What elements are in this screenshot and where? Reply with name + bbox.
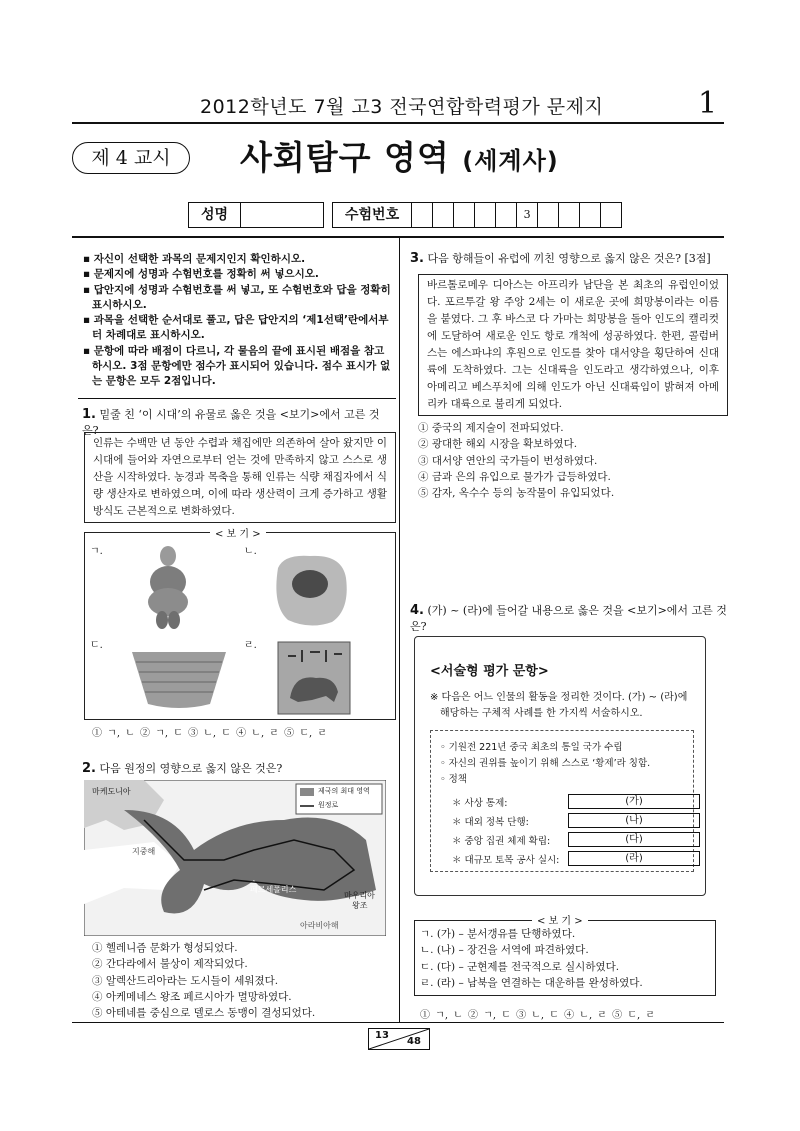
fact: ◦ 기원전 221년 중국 최초의 통일 국가 수립: [440, 742, 623, 753]
name-box: [188, 202, 324, 228]
q3-choices: [418, 420, 718, 501]
bogi-item: ㄹ. (라) – 남북을 연결하는 대운하를 완성하였다.: [420, 976, 643, 989]
q4-box-title: <서술형 평가 문항>: [430, 664, 549, 679]
q1-item-label: ㄴ.: [244, 546, 257, 557]
map-label-macedonia: 마케도니아: [92, 787, 131, 796]
map-label-arabian-sea: 아라비아해: [300, 921, 339, 930]
exam-number-label: 수험번호: [333, 203, 412, 227]
fact: ◦ 자신의 권위를 높이기 위해 스스로 ‘황제’라 칭함.: [440, 758, 651, 769]
q4-policies: ＊ 사상 통제: (가) ＊ 대외 정복 단행: (나) ＊ 중앙 집권 체제 확립: (다) ＊ 대규모 토목 공사 실시: (라): [452, 792, 700, 868]
footer-rule: [72, 1022, 724, 1023]
page-counter: [368, 1028, 430, 1050]
column-divider: [399, 238, 400, 1022]
q2-choices: [92, 940, 392, 1021]
exam-number-digit: 3: [517, 203, 538, 227]
q1-item-label: ㄱ.: [90, 546, 103, 557]
q4-choices: ① ㄱ, ㄴ ② ㄱ, ㄷ ③ ㄴ, ㄷ ④ ㄴ, ㄹ ⑤ ㄷ, ㄹ: [420, 1010, 655, 1021]
q4-bogi-items: [420, 926, 712, 991]
choice: ③ 대서양 연안의 국가들이 번성하였다.: [418, 454, 598, 467]
indus-seal-image: [276, 640, 352, 716]
q4-facts: [440, 740, 650, 788]
choice: ① 헬레니즘 문화가 형성되었다.: [92, 942, 238, 954]
choice: ④ 금과 은의 유입으로 물가가 급등하였다.: [418, 470, 611, 483]
map-label-dynasty: 왕조: [352, 901, 368, 910]
choice: ⑤ 감자, 옥수수 등의 농작물이 유입되었다.: [418, 487, 615, 500]
map-label-sea: 지중해: [132, 847, 156, 856]
subject-title: 사회탐구 영역 (세계사): [240, 138, 559, 177]
period-badge: 제 4 교시: [72, 142, 190, 174]
q1-choices: ① ㄱ, ㄴ ② ㄱ, ㄷ ③ ㄴ, ㄷ ④ ㄴ, ㄹ ⑤ ㄷ, ㄹ: [92, 728, 327, 739]
q1-passage: 인류는 수백만 년 동안 수렵과 채집에만 의존하여 살아 왔지만 이 시대에 들어와 자연으로부터 얻는 것에 만족하지 않고 스스로 생산을 시작하였다. 농경과 목축을 통해 인류는 식량 채집자에서 식량 생산자로 변하였으며, 이에 따라 생산력이 크게 증가하고 생활 방식도 근본적으로 변화하였다.: [84, 432, 396, 523]
instruction-item: ▪ 답안지에 성명과 수험번호를 써 넣고, 또 수험번호와 답을 정확히 표시하시오.: [83, 283, 391, 311]
page-number: 1: [698, 86, 718, 121]
bogi-item: ㄱ. (가) – 분서갱유를 단행하였다.: [420, 928, 576, 940]
map-legend-empire: 제국의 최대 영역: [318, 787, 370, 795]
choice: ④ 아케메네스 왕조 페르시아가 멸망하였다.: [92, 990, 292, 1003]
blank-ga: (가): [568, 794, 700, 809]
choice: ⑤ 아테네를 중심으로 델로스 동맹이 결성되었다.: [92, 1007, 316, 1020]
q2-stem: 2. 다음 원정의 영향으로 옳지 않은 것은?: [82, 761, 283, 776]
q3-stem: 3. 다음 항해들이 유럽에 끼친 영향으로 옳지 않은 것은? [3점]: [410, 251, 711, 266]
q1-item-label: ㄹ.: [244, 640, 257, 651]
name-label: 성명: [189, 203, 241, 227]
header-rule: [72, 122, 724, 124]
q4-box-instruction: ※ 다음은 어느 인물의 활동을 정리한 것이다. (가) ~ (라)에: [430, 692, 688, 703]
exam-number-box: [332, 202, 622, 228]
bogi-item: ㄷ. (다) – 군현제를 전국적으로 실시하였다.: [420, 960, 620, 973]
q3-passage: 바르톨로메우 디아스는 아프리카 남단을 본 최초의 유럽인이었다. 포르투갈 왕 주앙 2세는 이 새로운 곳에 희망봉이라는 이름을 붙였다. 그 후 바스코 다 가마는 희망봉을 돌아 인도의 캘리컷에 도달하여 새로운 인도 항로 개척에 성공하였다. 한편, 콜럼버스는 에스파냐의 후원으로 인도를 찾아 대서양을 횡단하여 신대륙에 도착하였다. 그는 신대륙을 인도라고 생각하였으나, 이후 아메리고 베스푸치에 의해 인도가 아닌 신대륙임이 밝혀져 아메리카 대륙으로 불리게 되었다.: [418, 274, 728, 416]
blank-ra: (라): [568, 851, 700, 866]
venus-figurine-image: [140, 544, 196, 630]
fact: ◦ 정책: [440, 774, 467, 785]
blank-na: (나): [568, 813, 700, 828]
instructions-rule: [78, 398, 396, 399]
instruction-item: ▪ 문제지에 성명과 수험번호를 정확히 써 넣으시오.: [83, 268, 319, 281]
instructions: [83, 252, 393, 390]
map-label-persepolis: 페르세폴리스: [250, 885, 297, 894]
map-label-maurya: 마우리아: [344, 891, 375, 900]
q4-bogi-title: < 보 기 >: [532, 912, 588, 927]
instruction-item: ▪ 문항에 따라 배점이 다르니, 각 물음의 끝에 표시된 배점을 참고하시오. 3점 문항에만 점수가 표시되어 있습니다. 점수 표시가 없는 문항은 모두 2점입니다.: [83, 344, 391, 388]
instruction-item: ▪ 과목을 선택한 순서대로 풀고, 답은 답안지의 ‘제1선택’란에서부터 차례대로 표시하시오.: [83, 314, 389, 342]
exam-title: 2012학년도 7월 고3 전국연합학력평가 문제지: [200, 96, 604, 118]
instruction-item: ▪ 자신이 선택한 과목의 문제지인지 확인하시오.: [83, 253, 306, 265]
name-field: [241, 203, 323, 227]
choice: ① 중국의 제지술이 전파되었다.: [418, 422, 564, 434]
q4-stem: 4. (가) ~ (라)에 들어갈 내용으로 옳은 것을 <보기>에서 고른 것은?: [410, 603, 727, 633]
blank-da: (다): [568, 832, 700, 847]
page-counter-current: 13: [375, 1030, 389, 1041]
bogi-item: ㄴ. (나) – 장건을 서역에 파견하였다.: [420, 944, 589, 957]
alexander-campaign-map: [84, 780, 386, 936]
top-rule: [72, 236, 724, 238]
q1-stem: 1. 밑줄 친 ‘이 시대’의 유물로 옳은 것을 <보기>에서 고른 것은?: [82, 407, 380, 437]
page-counter-total: 48: [407, 1036, 421, 1047]
comb-pottery-image: [126, 646, 232, 712]
grinding-stone-image: [270, 548, 352, 630]
choice: ② 간다라에서 불상이 제작되었다.: [92, 958, 248, 971]
q4-box-instruction: 해당하는 구체적 사례를 한 가지씩 서술하시오.: [440, 708, 643, 719]
q1-item-label: ㄷ.: [90, 640, 103, 651]
choice: ③ 알렉산드리아라는 도시들이 세워졌다.: [92, 974, 279, 987]
q1-bogi-title: < 보 기 >: [210, 525, 266, 540]
choice: ② 광대한 해외 시장을 확보하였다.: [418, 438, 578, 451]
map-legend-route: 원정로: [318, 801, 339, 809]
